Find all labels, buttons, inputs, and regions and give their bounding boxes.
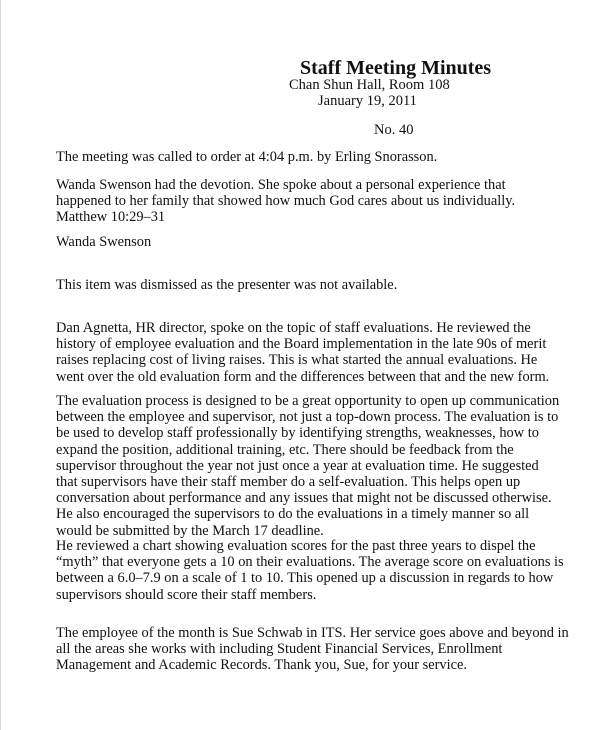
paragraph-line: The meeting was called to order at 4:04 p.m. by Erling Snorasson. [56, 149, 438, 165]
paragraph-line: between a 6.0–7.9 on a scale of 1 to 10. This opened up a discussion in regards to how [56, 570, 554, 587]
paragraph-line: The evaluation process is designed to be a great opportunity to open up communication [56, 393, 560, 409]
paragraph-line: all the areas she works with including Student Financial Services, Enrollment [56, 641, 503, 658]
paragraph-line: He reviewed a chart showing evaluation scores for the past three years to dispel the [56, 538, 536, 554]
evaluation-scores-paragraph [56, 538, 564, 603]
meeting-venue: Chan Shun Hall, Room 108 [289, 77, 450, 93]
document-title: Staff Meeting Minutes [300, 57, 492, 79]
paragraph-line: Management and Academic Records. Thank you, Sue, for your service. [56, 657, 467, 674]
paragraph-line: This item was dismissed as the presenter was not available. [56, 277, 398, 293]
dismissed-paragraph [56, 277, 556, 293]
paragraph-line: raises replacing cost of living raises. This is what started the annual evaluations. He [56, 352, 538, 369]
paragraph-line: supervisor throughout the year not just once a year at evaluation time. He suggested [56, 457, 539, 474]
paragraph-line: He also encouraged the supervisors to do the evaluations in a timely manner so all [56, 506, 530, 523]
presenter-name [56, 234, 556, 250]
paragraph-line: “myth” that everyone gets a 10 on their evaluations. The average score on evaluations is [56, 554, 564, 571]
paragraph-line: happened to her family that showed how much God cares about us individually. [56, 193, 516, 210]
paragraph-line: went over the old evaluation form and the differences between that and the new form. [56, 368, 550, 385]
paragraph-line: between the employee and supervisor, not just a top-down process. The evaluation is to [56, 409, 559, 426]
paragraph-line: Wanda Swenson had the devotion. She spoke about a personal experience that [56, 177, 506, 193]
page-edge [0, 0, 1, 730]
paragraph-line: The employee of the month is Sue Schwab in ITS. Her service goes above and beyond in [56, 625, 569, 641]
paragraph-line: would be submitted by the March 17 deadline. [56, 522, 324, 539]
paragraph-line: Matthew 10:29–31 [56, 209, 166, 226]
paragraph-line: be used to develop staff professionally by identifying strengths, weaknesses, how to [56, 425, 539, 442]
paragraph-line: history of employee evaluation and the Board implementation in the late 90s of merit [56, 336, 547, 353]
meeting-number: No. 40 [374, 122, 414, 138]
paragraph-line: conversation about performance and any issues that might not be discussed otherwise. [56, 490, 552, 507]
call-to-order-paragraph [56, 149, 556, 165]
paragraph-line: supervisors should score their staff members. [56, 586, 317, 603]
paragraph-line: Wanda Swenson [56, 234, 152, 250]
employee-of-month-paragraph [56, 625, 569, 674]
paragraph-line: Dan Agnetta, HR director, spoke on the topic of staff evaluations. He reviewed the [56, 320, 531, 336]
devotion-paragraph [56, 177, 556, 226]
paragraph-line: that supervisors have their staff member do a self-evaluation. This helps open up [56, 474, 521, 491]
evaluations-intro-paragraph [56, 320, 556, 385]
meeting-date: January 19, 2011 [318, 93, 417, 109]
paragraph-line: expand the position, additional training, etc. There should be feedback from the [56, 441, 514, 458]
evaluation-process-paragraph [56, 393, 560, 539]
